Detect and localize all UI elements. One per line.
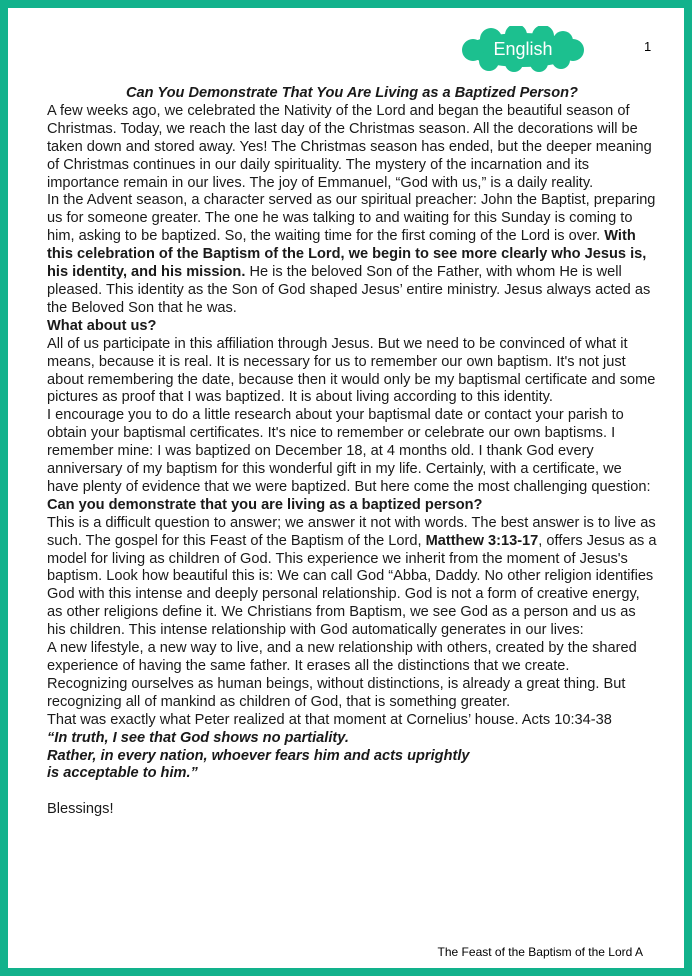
closing-blessings: Blessings! [47, 801, 114, 818]
article-title: Can You Demonstrate That You Are Living as a Baptized Person? [126, 85, 578, 101]
quote-line-1: “In truth, I see that God shows no partiality. [47, 729, 349, 746]
paragraph-affiliation: All of us participate in this affiliation through Jesus. But we need to be convinced of what it means, because it is real. It is necessary for us to remember our own baptism. It's not just about remembering the date, because then it would only be my baptismal certificate and some pictures as proof that I was baptized. It is about living according to this identity. [47, 335, 656, 406]
language-badge [459, 26, 587, 72]
heading-what-about-us: What about us? [47, 317, 157, 334]
paragraph-peter: That was exactly what Peter realized at that moment at Cornelius’ house. Acts 10:34-38 [47, 711, 612, 728]
page-number: 1 [644, 39, 652, 54]
paragraph-advent-text-2: He is the beloved Son of the Father, with whom He is well pleased. This identity as the Son of God shaped Jesus’ entire ministry. Jesus always acted as the Beloved Son that he was. [47, 264, 651, 316]
article-body [47, 85, 657, 819]
quote-line-2: Rather, in every nation, whoever fears him and acts uprightly [47, 747, 470, 764]
paragraph-recognizing: Recognizing ourselves as human beings, without distinctions, is already a great thing. But recognizing all of mankind as children of God, that is something greater. [47, 675, 626, 710]
paragraph-christmas: A few weeks ago, we celebrated the Nativity of the Lord and began the beautiful season of Christmas. Today, we reach the last day of the Christmas season. All the decorations will be taken down and stored away. Yes! The Christmas season has ended, but the deeper meaning of Christmas continues in our daily spirituality. The mystery of the incarnation and its importance remain in our lives. The joy of Emmanuel, “God with us,” is a daily reality. [47, 102, 652, 191]
footer-title: The Feast of the Baptism of the Lord A [437, 945, 643, 959]
paragraph-answer-text: This is a difficult question to answer; we answer it not with words. The best answer is to live as such. The gospel for this Feast of the Baptism of the Lord, [47, 514, 656, 549]
paragraph-advent [47, 192, 657, 317]
paragraph-answer-text-2: , offers Jesus as a model for living as children of God. This experience we inherit from the moment of Jesus's baptism. Look how beautiful this is: We can call God “Abba, Daddy. No other religion identifies God with this intense and deeply personal relationship. God is not a form of creative energy, as other religions define it. We Christians from Baptism, we see God as a person and us as his children. This intense relationship with God automatically generates in our lives: [47, 532, 657, 639]
paragraph-research [47, 407, 657, 514]
paragraph-lifestyle: A new lifestyle, a new way to live, and a new relationship with others, created by the shared experience of having the same father. It erases all the distinctions that we create. [47, 640, 637, 674]
quote-line-3: is acceptable to him.” [47, 765, 198, 782]
language-badge-label: English [493, 39, 553, 59]
paragraph-advent-text: In the Advent season, a character served as our spiritual preacher: John the Baptist, preparing us for someone greater. The one he was talking to and waiting for this Sunday is coming to him, asking to be baptized. So, the waiting time for the first coming of the Lord is over. [47, 192, 656, 245]
paragraph-research-question: Can you demonstrate that you are living as a baptized person? [47, 496, 483, 513]
paragraph-answer [47, 515, 657, 640]
paragraph-research-text: I encourage you to do a little research about your baptismal date or contact your parish to obtain your baptismal certificates. It's nice to remember or celebrate our own baptisms. I remember mine: I was baptized on December 18, at 4 months old. I thank God every anniversary of my baptism for this wonderful gift in my life. Certainly, with a certificate, we have plenty of evidence that we were baptized. But here come the most challenging question: [47, 407, 651, 495]
spacer [47, 783, 657, 801]
scripture-reference: Matthew 3:13-17 [425, 532, 539, 549]
paragraph-advent-emphasis: With this celebration of the Baptism of the Lord, we begin to see more clearly who Jesus is, his identity, and his mission. [47, 228, 647, 281]
